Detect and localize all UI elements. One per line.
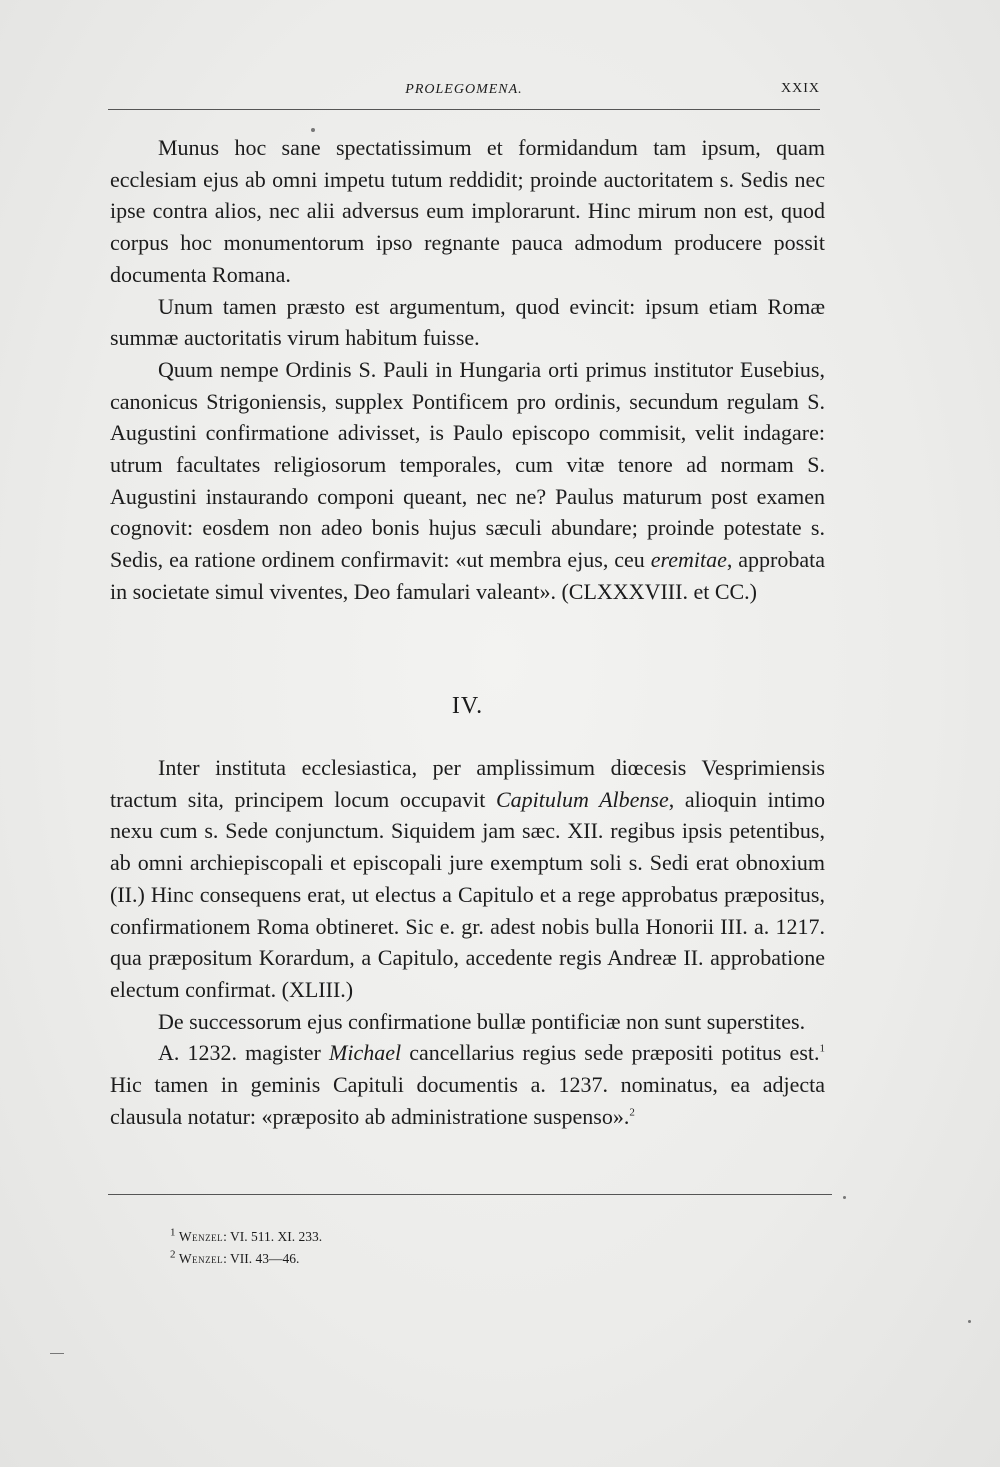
paper-speck <box>311 128 315 132</box>
footnote-1-mark: 1 <box>170 1226 176 1239</box>
paper-speck <box>50 1353 64 1354</box>
footnote-2-author: Wenzel <box>178 1251 224 1266</box>
footnotes <box>170 1226 322 1270</box>
text-block-upper <box>110 132 825 608</box>
paragraph-michael-text-2: cancellarius regius sede præpositi potitus est. <box>401 1040 820 1066</box>
footnote-mark-2[interactable]: 2 <box>629 1106 635 1119</box>
paragraph-michael <box>110 1037 825 1132</box>
italic-capitulum-albense: Capitulum Albense <box>495 786 669 812</box>
paragraph-unum: Unum tamen præsto est argumentum, quod evincit: ipsum etiam Romæ summæ auctoritatis virum habitum fuisse. <box>110 293 825 351</box>
paragraph-michael-text-1: A. 1232. magister <box>158 1040 330 1066</box>
paragraph-munus: Munus hoc sane spectatissimum et formidandum tam ipsum, quam ecclesiam ejus ab omni impetu tutum reddidit; proinde auctoritatem s. Sedis nec ipse contra alios, nec alii adversus eum implorarunt. Hinc mirum non est, quod corpus hoc monumentorum ipso regnante pauca admodum producere possit documenta Romana. <box>110 135 825 287</box>
footnote-2 <box>170 1248 322 1270</box>
running-head <box>108 80 820 102</box>
page-number: XXIX <box>781 81 820 96</box>
section-heading: IV. <box>451 693 484 719</box>
paragraph-de: De successorum ejus confirmatione bullæ pontificiæ non sunt superstites. <box>158 1008 806 1034</box>
paragraph-michael-text-3: Hic tamen in geminis Capituli documentis a. 1237. nominatus, ea adjecta clausula notatur: «præposito ab administratione suspenso». <box>110 1072 825 1129</box>
paragraph-inter-text-1: Inter instituta ecclesiastica, per amplissimum diœcesis Vesprimiensis tractum sita, principem locum occupavit <box>110 755 825 812</box>
paragraph-quum <box>110 354 825 608</box>
paragraph-quum-text-2: , approbata in societate simul viventes, Deo famulari valeant». (CLXXXVIII. et CC.) <box>110 547 825 604</box>
footnote-mark-1[interactable]: 1 <box>819 1043 825 1055</box>
text-block-lower <box>110 752 825 1132</box>
footnote-rule <box>108 1194 832 1195</box>
footnote-2-mark: 2 <box>170 1248 176 1261</box>
footnote-1-author: Wenzel <box>178 1229 224 1244</box>
paragraph-inter-text-2: , alioquin intimo nexu cum s. Sede conjunctum. Siquidem jam sæc. XII. regibus ipsis petentibus, ab omni archiepiscopali et episcopali jure exemptum soli s. Sedi erat obnoxium (II.) Hinc consequens erat, ut electus a Capitulo et a rege approbatus præpositus, confirmationem Roma obtineret. Sic e. gr. adest nobis bulla Honorii III. a. 1217. qua præpositum Korardum, a Capitulo, accedente regis Andreæ II. approbatione electum confirmat. (XLIII.) <box>110 786 825 1002</box>
footnote-1-ref: : VI. 511. XI. 233. <box>223 1229 323 1244</box>
paper-speck <box>968 1320 971 1323</box>
italic-eremitae: eremitae <box>650 547 727 573</box>
paper-speck <box>843 1196 846 1199</box>
footnote-2-ref: : VII. 43—46. <box>223 1251 300 1266</box>
paragraph-quum-text-1: Quum nempe Ordinis S. Pauli in Hungaria orti primus institutor Eusebius, canonicus Strigoniensis, supplex Pontificem pro ordinis, secundum regulam S. Augustini confirmatione adivisset, is Paulo episcopo commisit, velit indagare: utrum facultates religiosorum temporales, cum vitæ tenore ad normam S. Augustini instaurando componi queant, nec ne? Paulus maturum post examen cognovit: eosdem non adeo bonis hujus sæculi abundare; proinde potestate s. Sedis, ea ratione ordinem confirmavit: «ut membra ejus, ceu <box>110 356 825 573</box>
footnote-1 <box>170 1226 322 1248</box>
paragraph-inter <box>110 752 825 1006</box>
header-rule <box>108 109 820 110</box>
italic-michael: Michael <box>329 1040 402 1066</box>
running-head-title: PROLEGOMENA. <box>405 82 523 97</box>
